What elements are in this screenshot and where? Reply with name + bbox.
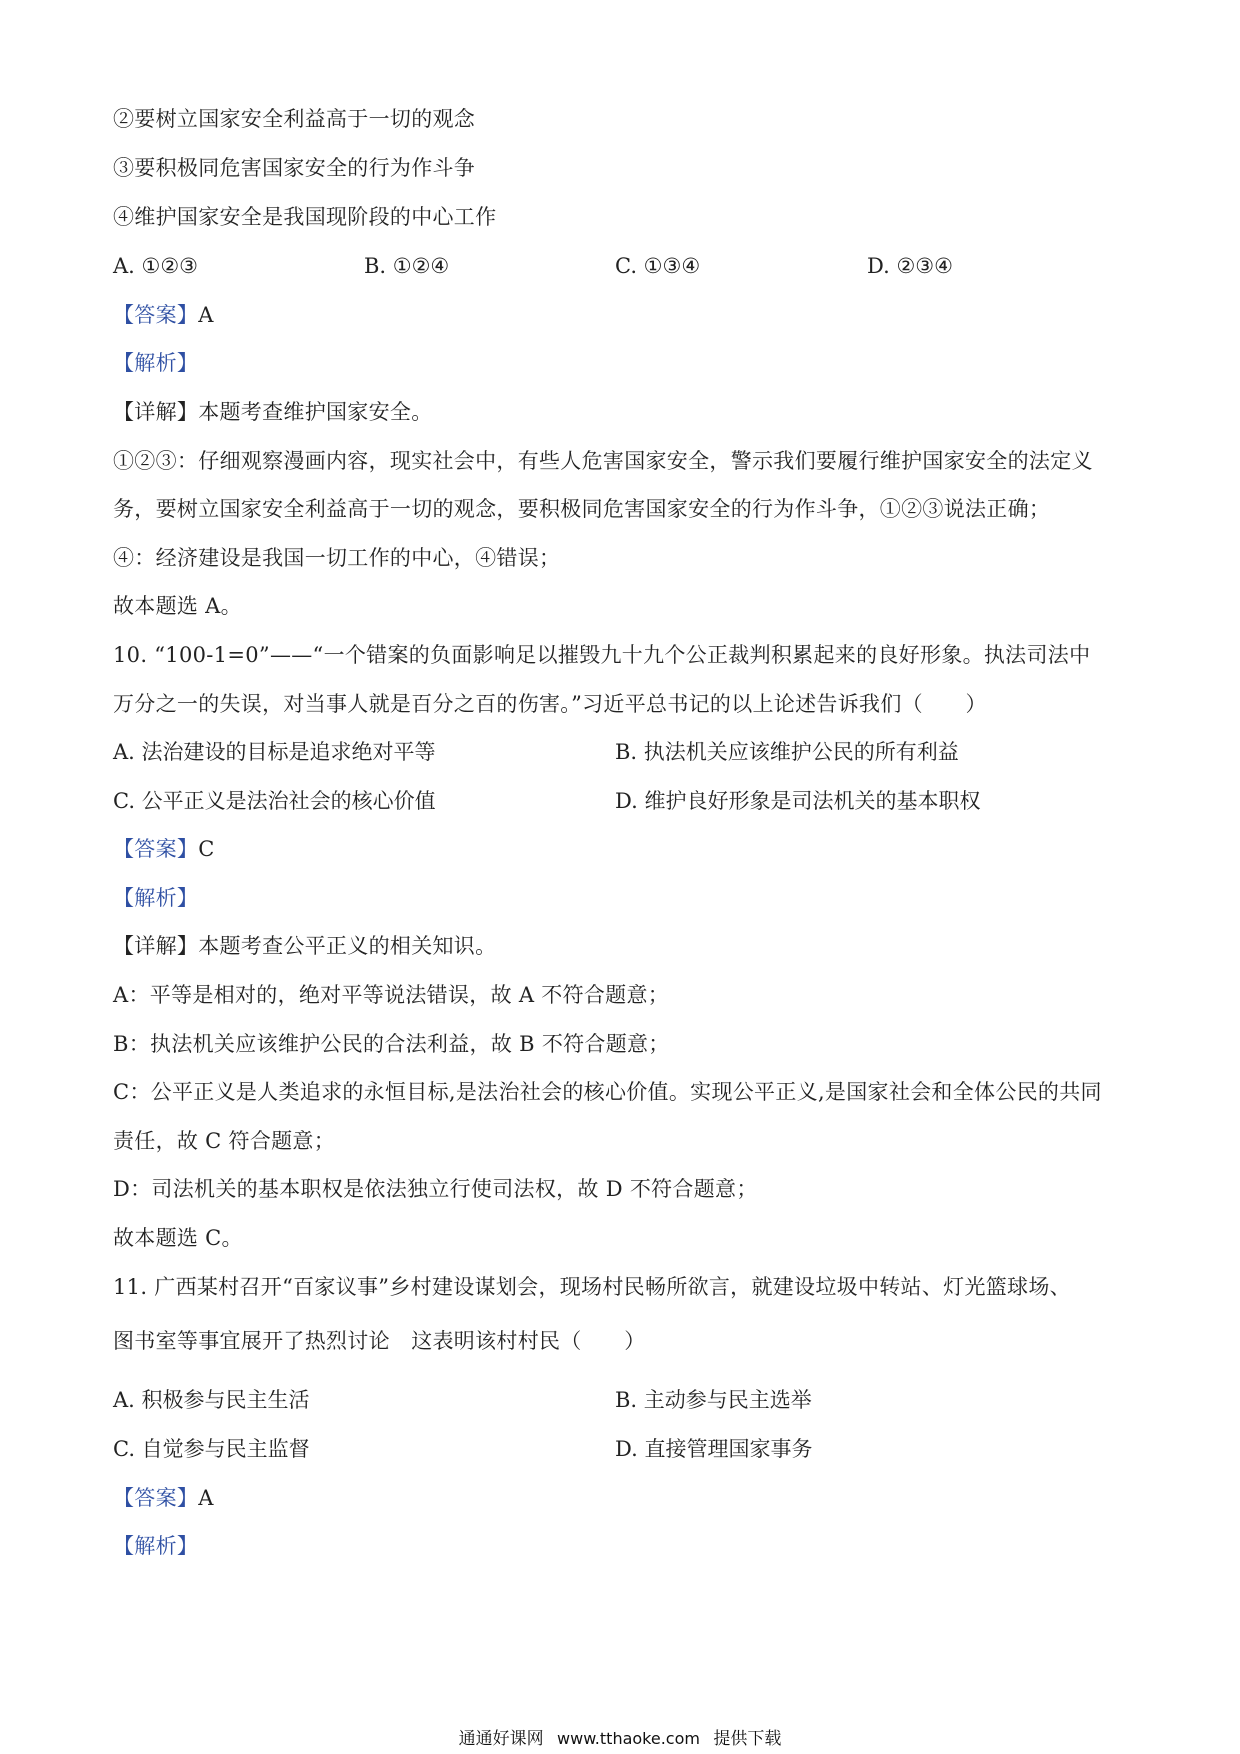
detail-text: 本题考查公平正义的相关知识。 (198, 934, 497, 958)
q9-analysis (113, 349, 198, 377)
q10-stem-line: 万分之一的失误，对当事人就是百分之百的伤害。”习近平总书记的以上论述告诉我们（ ） (113, 692, 987, 716)
q9-statement-3: ③要积极同危害国家安全的行为作斗争 (113, 156, 476, 180)
q11-stem-line: 图书室等事宜展开了热烈讨论 这表明该村村民（ ） (113, 1329, 646, 1353)
footer-site-link[interactable]: www.tthaoke.com (557, 1729, 700, 1748)
q10-option-d: D. 维护良好形象是司法机关的基本职权 (615, 789, 981, 813)
answer-label: 【答案】 (113, 303, 199, 327)
q9-statement-2: ②要树立国家安全利益高于一切的观念 (113, 107, 476, 131)
answer-value: C (198, 837, 215, 861)
detail-text: 本题考查维护国家安全。 (198, 400, 433, 424)
q9-explanation-line: 务，要树立国家安全利益高于一切的观念，要积极同危害国家安全的行为作斗争，①②③说法正确； (113, 497, 1051, 521)
q10-stem-line: 10. “100-1=0”——“一个错案的负面影响足以摧毁九十九个公正裁判积累起来的良好形象。执法司法中 (113, 643, 1091, 667)
detail-label: 【详解】 (113, 934, 199, 958)
q11-option-d: D. 直接管理国家事务 (615, 1437, 813, 1461)
footer-brand: 通通好课网 (458, 1729, 544, 1749)
page-footer (0, 1728, 1240, 1750)
answer-label: 【答案】 (113, 1486, 199, 1510)
q9-option-a: A. ①②③ (113, 254, 198, 278)
analysis-label: 【解析】 (113, 351, 199, 375)
q10-explanation-line: B：执法机关应该维护公民的合法利益，故 B 不符合题意； (113, 1032, 670, 1056)
q11-analysis (113, 1532, 198, 1560)
q9-answer (113, 301, 214, 329)
q9-explanation-line: ④：经济建设是我国一切工作的中心，④错误； (113, 546, 561, 570)
q11-answer (113, 1484, 214, 1512)
q10-explanation-line: 责任，故 C 符合题意； (113, 1129, 336, 1153)
q10-analysis (113, 884, 198, 912)
q10-option-a: A. 法治建设的目标是追求绝对平等 (113, 740, 436, 764)
q9-option-b: B. ①②④ (364, 254, 450, 278)
q9-option-c: C. ①③④ (615, 254, 701, 278)
q11-stem-line: 11. 广西某村召开“百家议事”乡村建设谋划会，现场村民畅所欲言，就建设垃圾中转站、灯光篮球场、 (113, 1275, 1071, 1299)
q10-option-b: B. 执法机关应该维护公民的所有利益 (615, 740, 959, 764)
q10-explanation-line: C：公平正义是人类追求的永恒目标,是法治社会的核心价值。实现公平正义,是国家社会和全体公民的共同 (113, 1080, 1102, 1104)
q10-detail (113, 932, 496, 960)
q10-explanation-line: D：司法机关的基本职权是依法独立行使司法权，故 D 不符合题意； (113, 1177, 758, 1201)
q9-explanation-line: ①②③：仔细观察漫画内容，现实社会中，有些人危害国家安全，警示我们要履行维护国家安全的法定义 (113, 449, 1093, 473)
footer-suffix: 提供下载 (713, 1729, 782, 1749)
q11-option-a: A. 积极参与民主生活 (113, 1388, 310, 1412)
q11-option-c: C. 自觉参与民主监督 (113, 1437, 310, 1461)
analysis-label: 【解析】 (113, 886, 199, 910)
q10-conclusion: 故本题选 C。 (113, 1226, 243, 1250)
detail-label: 【详解】 (113, 400, 199, 424)
q9-statement-4: ④维护国家安全是我国现阶段的中心工作 (113, 205, 497, 229)
q9-option-d: D. ②③④ (867, 254, 953, 278)
q11-option-b: B. 主动参与民主选举 (615, 1388, 812, 1412)
q10-answer (113, 835, 215, 863)
q9-detail (113, 398, 433, 426)
q9-conclusion: 故本题选 A。 (113, 594, 242, 618)
analysis-label: 【解析】 (113, 1534, 199, 1558)
q10-explanation-line: A：平等是相对的，绝对平等说法错误，故 A 不符合题意； (113, 983, 670, 1007)
q10-option-c: C. 公平正义是法治社会的核心价值 (113, 789, 436, 813)
answer-value: A (198, 303, 214, 327)
answer-value: A (198, 1486, 214, 1510)
answer-label: 【答案】 (113, 837, 199, 861)
